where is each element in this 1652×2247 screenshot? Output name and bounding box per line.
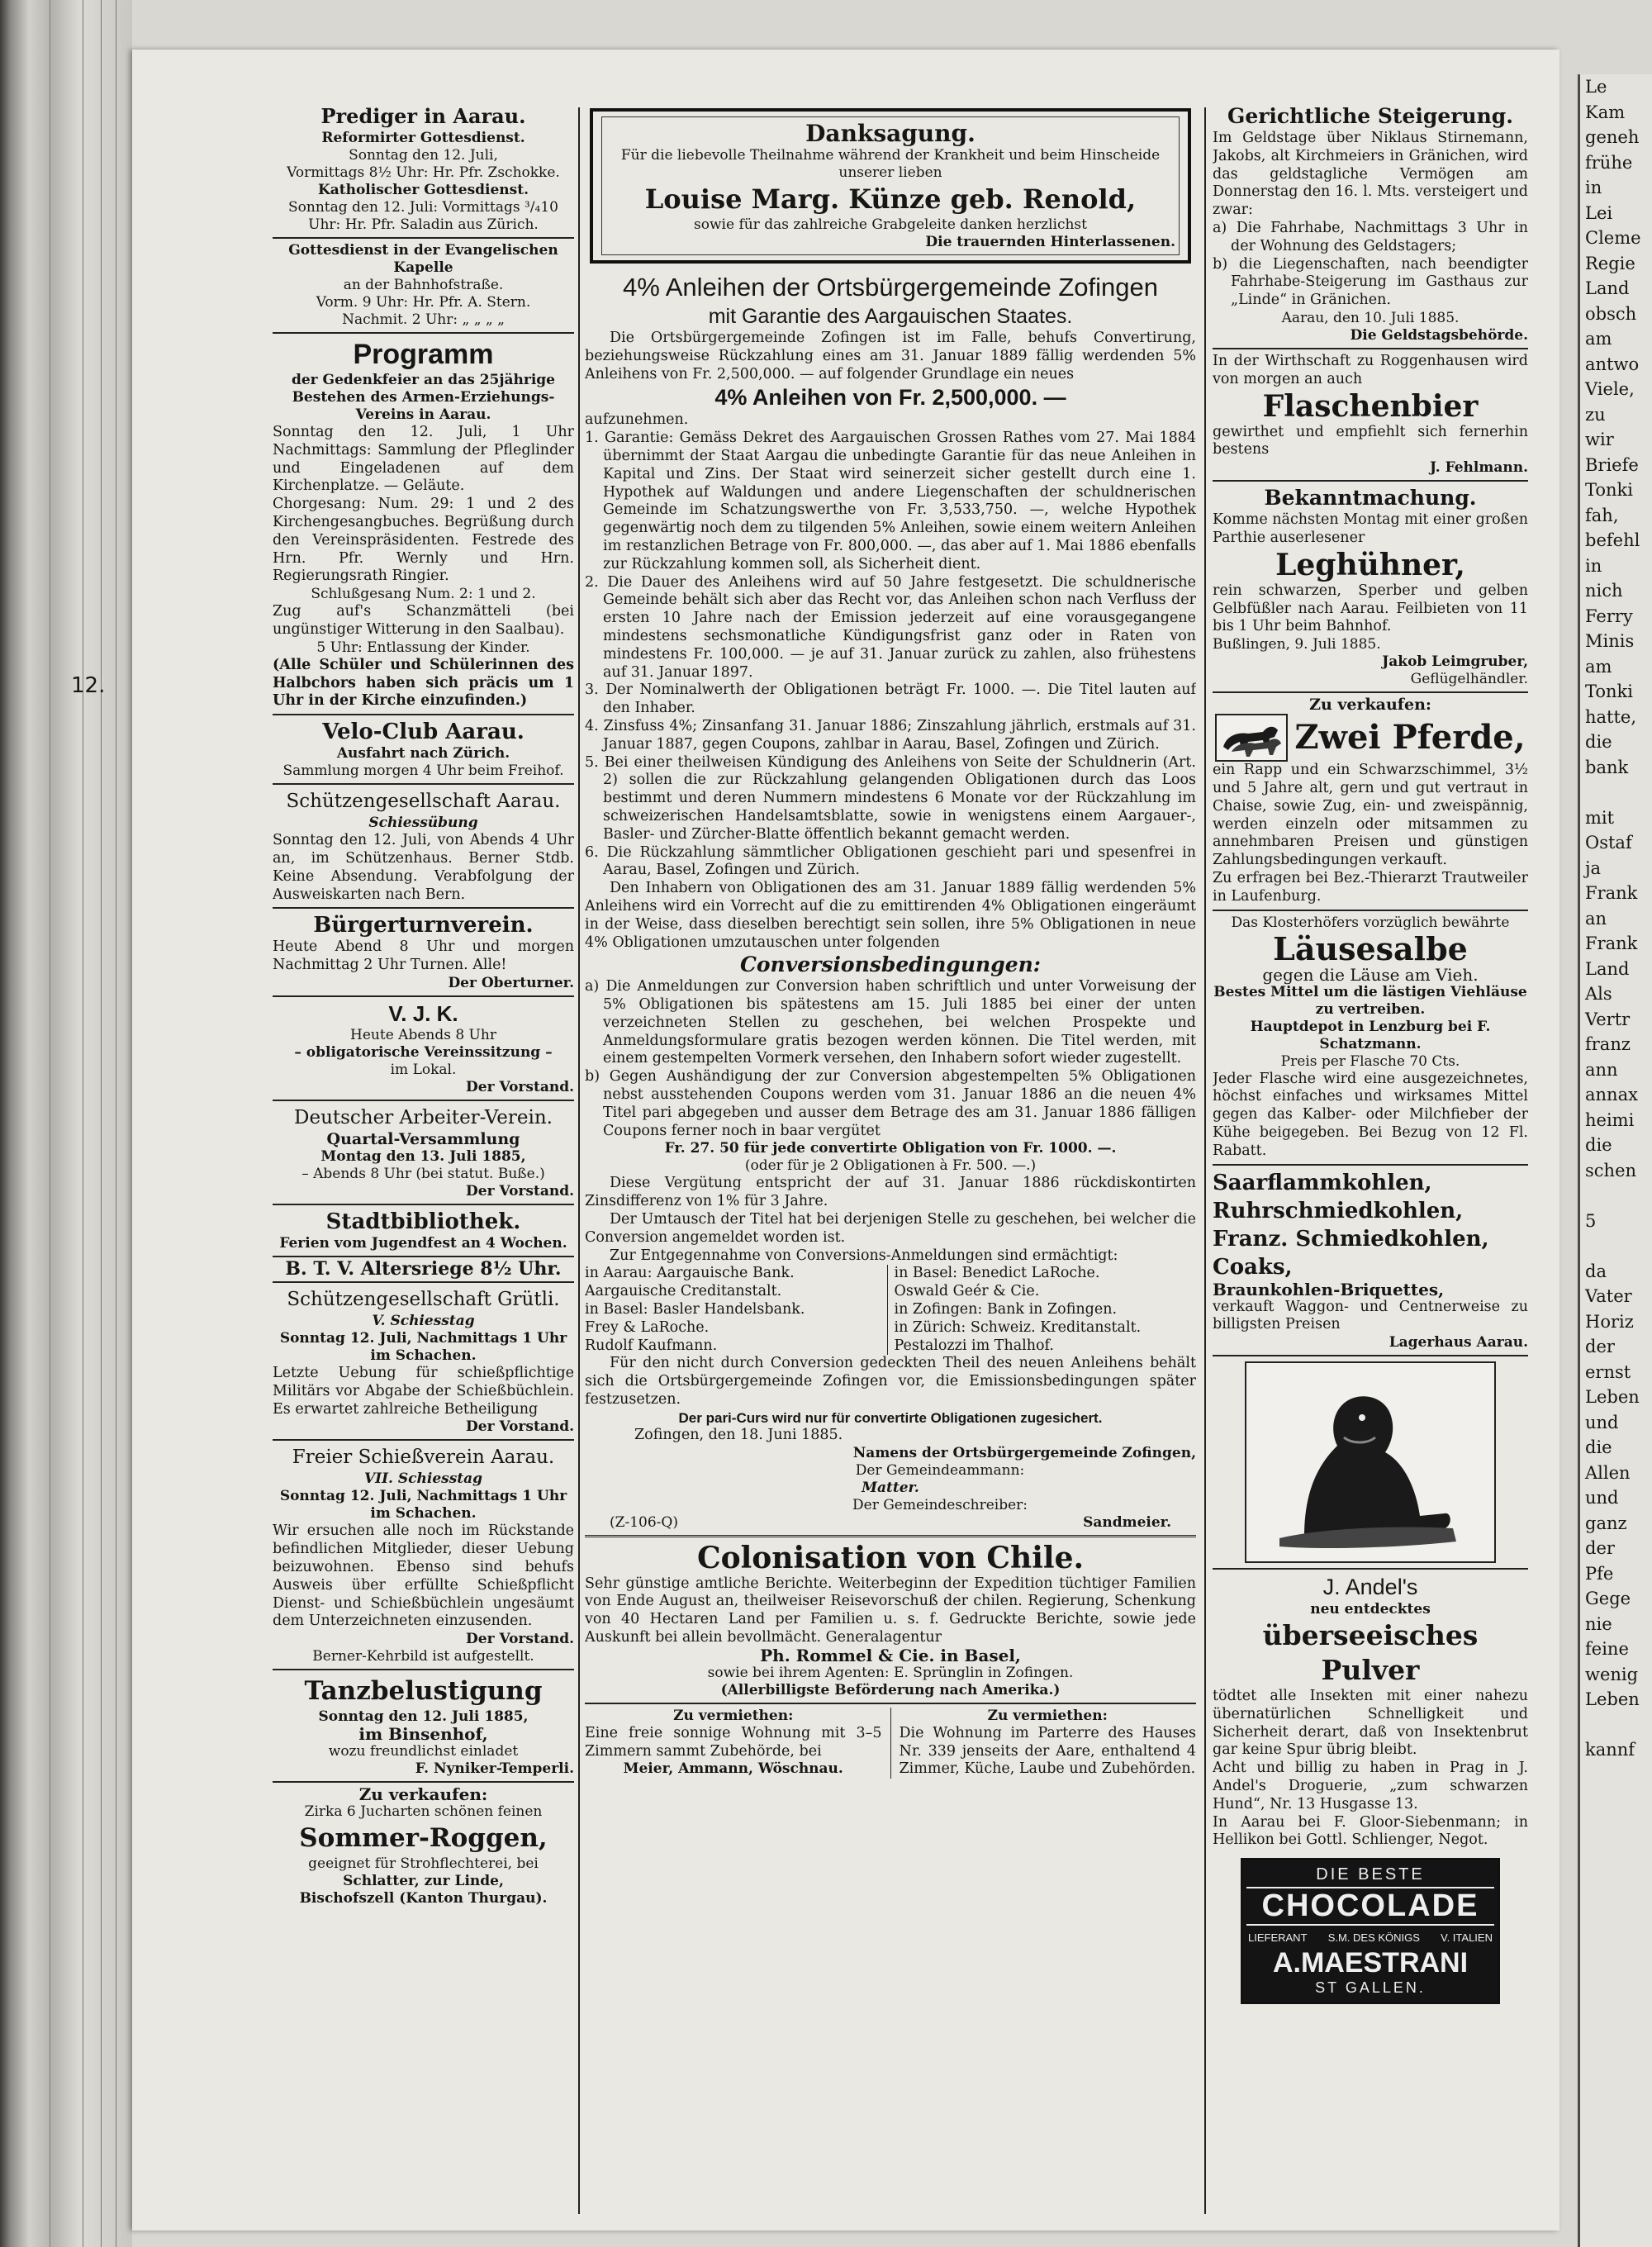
adjacent-word: die <box>1585 1437 1612 1457</box>
adjacent-word: Ferry <box>1585 606 1633 626</box>
andel-sub: neu entdecktes <box>1310 1601 1431 1618</box>
vjk-title: V. J. K. <box>388 1000 458 1026</box>
andel-big: überseeisches Pulver <box>1262 1619 1479 1687</box>
flaschenbier-text: gewirthet und empfiehlt sich fernerhin bestens <box>1213 423 1528 458</box>
programm-title: Programm <box>353 339 494 370</box>
adjacent-word: wenig <box>1585 1664 1639 1684</box>
adjacent-word: nie <box>1585 1613 1612 1634</box>
adjacent-word: geneh <box>1585 127 1640 147</box>
tanz-text: im Binsenhof, <box>358 1724 488 1745</box>
programm-text: Zug auf's Schanzmätteli (bei ungünstiger Witterung in den Saalbau). <box>273 603 574 638</box>
adjacent-word: der <box>1585 1538 1615 1558</box>
laeusesalbe-text: Das Klosterhöfers vorzüglich bewährte <box>1231 914 1510 931</box>
stelle-entry: in Aarau: Aargauische Bank. <box>585 1265 795 1282</box>
arbeiter-text: Montag den 13. Juli 1885, <box>320 1147 526 1165</box>
anleihen-item: 2. Die Dauer des Anleihens wird auf 50 Jahre festgesetzt. Die schuldnerische Gemeinde behält sich aber das Recht vor, das Anleihen schon nach Verfluss der ersten 10 Jahre nach der Emission jederzeit auf eine vorausgegangene mindestens sechsmonatliche Kündigungsfrist ganz oder in Raten von mindestens Fr. 100,000. — je auf 31. Januar zurück zu zahlen, also frühestens auf 31. Januar 1897. <box>585 573 1196 681</box>
conversion-text: Der pari-Curs wird nur für convertirte Obligationen zugesichert. <box>678 1409 1103 1426</box>
conversion-sign: Der Gemeindeammann: <box>855 1461 1025 1479</box>
velo-title: Velo-Club Aarau. <box>322 720 525 745</box>
arbeiter-sub: Quartal-Versammlung <box>326 1129 520 1148</box>
stelle-entry: Aargauische Creditanstalt. <box>585 1283 782 1300</box>
adjacent-word: am <box>1585 656 1612 677</box>
adjacent-word: Vertr <box>1585 1009 1631 1029</box>
anleihen-title: 4% Anleihen der Ortsbürgergemeinde Zofingen <box>623 273 1158 302</box>
ref-time: Vormittags 8½ Uhr: Hr. Pfr. Zschokke. <box>287 164 560 181</box>
stadt-text: Ferien vom Jugendfest an 4 Wochen. <box>279 1234 567 1252</box>
adjacent-word: Lei <box>1585 202 1613 223</box>
freier-text: im Schachen. <box>370 1505 477 1523</box>
dank-text: Für die liebevolle Theilnahme während der Krankheit und beim Hinscheide unserer lieben <box>620 147 1161 181</box>
stelle-entry: in Zofingen: Bank in Zofingen. <box>894 1301 1118 1318</box>
conversion-amount: Fr. 27. 50 für jede convertirte Obligation von Fr. 1000. —. <box>664 1140 1117 1157</box>
adjacent-word: kannf <box>1585 1740 1635 1760</box>
adjacent-word: in <box>1585 555 1602 576</box>
adjacent-word <box>1580 1233 1652 1259</box>
evang-line: Vorm. 9 Uhr: Hr. Pfr. A. Stern. <box>316 294 531 311</box>
adjacent-word: und <box>1585 1488 1619 1508</box>
adjacent-word: Frank <box>1585 883 1638 903</box>
conversion-sign: Namens der Ortsbürgergemeinde Zofingen, <box>852 1444 1196 1461</box>
adjacent-word: feine <box>1585 1639 1629 1659</box>
programm-text: Sonntag den 12. Juli, 1 Uhr Nachmittags: Sammlung der Pfleglinder und Eingeladenen auf dem Kirchenplatze. — Geläute. <box>273 424 574 495</box>
choc-main: CHOCOLADE <box>1246 1887 1494 1926</box>
adjacent-word: die <box>1585 1135 1612 1155</box>
bekannt-sign: Geflügelhändler. <box>1410 671 1528 688</box>
bekannt-title: Bekanntmachung. <box>1264 486 1477 511</box>
vermiethen-text: Die Wohnung im Parterre des Hauses Nr. 339 jenseits der Aare, enthaltend 4 Zimmer, Küche, Laube und Zubehörden. <box>899 1724 1196 1778</box>
adjacent-word: wir <box>1585 430 1614 449</box>
pferde-title: Zu verkaufen: <box>1309 696 1431 715</box>
adjacent-word: Tonki <box>1585 682 1633 701</box>
bekannt-date: Bußlingen, 9. Juli 1885. <box>1213 636 1381 653</box>
steigerung-item: b) die Liegenschaften, nach beendigter Fahrhabe-Steigerung im Gasthaus zur „Linde“ in Gränichen. <box>1213 255 1528 309</box>
kath-title: Katholischer Gottesdienst. <box>317 182 529 198</box>
verk-text: Zirka 6 Jucharten schönen feinen <box>304 1803 543 1821</box>
adjacent-word: der <box>1585 1337 1615 1356</box>
conversion-text: Der Umtausch der Titel hat bei derjenigen Stelle zu geschehen, bei welcher die Conversion angemeldet worden ist. <box>585 1211 1196 1246</box>
arbeiter-sign: Der Vorstand. <box>466 1182 574 1200</box>
bekannt-text: Komme nächsten Montag mit einer großen Parthie auserlesener <box>1213 511 1528 546</box>
ref-title: Reformirter Gottesdienst. <box>321 130 525 146</box>
choc-right: V. ITALIEN <box>1441 1931 1493 1945</box>
adjacent-word: am <box>1585 329 1612 349</box>
velo-text: Ausfahrt nach Zürich. <box>336 745 510 762</box>
adjacent-word: Vater <box>1585 1286 1632 1306</box>
evang-place: an der Bahnhofstraße. <box>343 277 504 293</box>
vjk-sign: Der Vorstand. <box>466 1078 574 1095</box>
adjacent-word: die <box>1585 732 1612 752</box>
conversion-amount: (oder für je 2 Obligationen à Fr. 500. —.) <box>744 1157 1037 1175</box>
bekannt-sign: Jakob Leimgruber, <box>1382 653 1528 671</box>
kohlen-sign: Lagerhaus Aarau. <box>1389 1334 1528 1352</box>
kath-text: Sonntag den 12. Juli: Vormittags ³/₄10 Uhr: Hr. Pfr. Saladin aus Zürich. <box>288 199 558 233</box>
buerger-title: Bürgerturnverein. <box>313 913 534 938</box>
dank-sign: Die trauernden Hinterlassenen. <box>925 234 1175 250</box>
pferde-big: Zwei Pferde, <box>1294 718 1526 758</box>
adjacent-word: Land <box>1585 278 1630 298</box>
vermiethen-sign: Meier, Ammann, Wöschnau. <box>623 1760 843 1778</box>
adjacent-word: nich <box>1585 581 1623 601</box>
freier-text: Wir ersuchen alle noch im Rückstande befindlichen Mitglieder, dieser Uebung beizuwohnen. Ebenso sind behufs Ausweis über erfüllte Schießpflicht Dienst- und Schießbüchlein ungesäumt dem Unterzeichneten einzusenden. <box>273 1523 574 1630</box>
programm-text: Chorgesang: Num. 29: 1 und 2 des Kirchengesangbuches. Begrüßung durch den Vereinspräsidenten. Festrede des Hrn. Pfr. Wernly und Hrn. Regierungsrath Ringier. <box>273 496 574 585</box>
danksagung-box <box>590 108 1191 264</box>
stelle-entry: Oswald Geér & Cie. <box>894 1283 1040 1300</box>
horses-illustration <box>1215 714 1288 762</box>
freier-sub: VII. Schiesstag <box>363 1470 483 1488</box>
adjacent-word: annax <box>1585 1085 1638 1104</box>
adjacent-word: Leben <box>1585 1689 1640 1709</box>
gruetli-sign: Der Vorstand. <box>466 1418 574 1436</box>
conversion-text: Diese Vergütung entspricht der auf 31. Januar 1886 rückdiskontirten Zinsdifferenz von 1% für 3 Jahre. <box>585 1175 1196 1210</box>
freier-note: Berner-Kehrbild ist aufgestellt. <box>312 1648 534 1665</box>
adjacent-word: antwo <box>1585 354 1640 374</box>
anleihen-item: 5. Bei einer theilweisen Kündigung des Anleihens von Seite der Schuldnerin (Art. 2) sollen die zur Rückzahlung gelangenden Obligationen durch das Loos bestimmt und deren Nummern mindestens 6 Monate vor der Rückzahlung im schweizerischen Handelsamtsblatte, sowie in wenigstens einem Aargauer-, Basler- und Zürcher-Blatte öffentlich bekannt gemacht werden. <box>585 753 1196 843</box>
andel-text: tödtet alle Insekten mit einer nahezu übernatürlichen Schnelligkeit und Sicherheit derart, daß von Insektenbrut gar keine Spur übrig bleibt. <box>1213 1688 1528 1759</box>
adjacent-word: in <box>1585 178 1602 197</box>
adjacent-word: heimi <box>1585 1109 1635 1130</box>
choc-left: LIEFERANT <box>1248 1931 1308 1945</box>
chile-firm: Ph. Rommel & Cie. in Basel, <box>760 1645 1021 1665</box>
adjacent-word: zu <box>1585 404 1606 425</box>
anleihen-item: 6. Die Rückzahlung sämmtlicher Obligationen geschieht pari und spesenfrei in Aarau, Basel, Zofingen und Zürich. <box>585 843 1196 879</box>
choc-top: DIE BESTE <box>1316 1865 1425 1884</box>
adjacent-word: Horiz <box>1585 1311 1634 1332</box>
adjacent-word: und <box>1585 1412 1619 1432</box>
kohlen-line: Braunkohlen-Briquettes, <box>1213 1279 1445 1299</box>
gruetli-text: im Schachen. <box>370 1347 477 1364</box>
kohlen-line: Coaks, <box>1213 1254 1293 1280</box>
adjacent-word: ganz <box>1585 1513 1627 1533</box>
adjacent-word: obsch <box>1585 303 1637 324</box>
tanz-title: Tanzbelustigung <box>304 1676 543 1707</box>
adjacent-word: Land <box>1585 958 1630 979</box>
conversion-text: Zur Entgegennahme von Conversions-Anmeldungen sind ermächtigt: <box>610 1247 1118 1264</box>
buerger-text: Heute Abend 8 Uhr und morgen Nachmittag 2 Uhr Turnen. Alle! <box>273 938 574 974</box>
chile-title: Colonisation von Chile. <box>696 1540 1085 1575</box>
gruetli-text: Sonntag 12. Juli, Nachmittags 1 Uhr <box>279 1329 567 1347</box>
adjacent-word: Briefe <box>1585 454 1639 475</box>
laeusesalbe-text: Bestes Mittel um die lästigen Viehläuse zu vertreiben. <box>1213 983 1527 1018</box>
column-rule <box>1204 107 1206 2214</box>
freier-text: Sonntag 12. Juli, Nachmittags 1 Uhr <box>279 1488 567 1505</box>
verk-title: Zu verkaufen: <box>358 1784 488 1805</box>
flaschenbier-big: Flaschenbier <box>1262 388 1479 424</box>
schuetzen-sub: Schiessübung <box>368 815 478 832</box>
stelle-entry: Frey & LaRoche. <box>585 1318 710 1336</box>
adjacent-word: ja <box>1585 857 1602 878</box>
choc-mid: S.M. DES KÖNIGS <box>1327 1931 1420 1945</box>
stelle-entry: Pestalozzi im Thalhof. <box>894 1337 1054 1354</box>
adjacent-word: Cleme <box>1585 228 1641 248</box>
anleihen-item: 4. Zinsfuss 4%; Zinsanfang 31. Januar 1886; Zinszahlung jährlich, erstmals auf 31. Januar 1887, gegen Coupons, zahlbar in Aarau, Basel, Zofingen und Zürich. <box>585 717 1196 753</box>
gruetli-text: Letzte Uebung für schießpflichtige Militärs vor Abgabe der Schießbüchlein. Es erwartet zahlreiche Betheiligung <box>273 1364 574 1418</box>
tanz-text: Sonntag den 12. Juli 1885, <box>318 1708 529 1726</box>
kohlen-line: Saarflammkohlen, <box>1213 1170 1432 1195</box>
dank-text: sowie für das zahlreiche Grabgeleite danken herzlichst <box>694 216 1087 233</box>
chile-text: Sehr günstige amtliche Berichte. Weiterbeginn der Expedition tüchtiger Familien von Ende August an, theilweiser Reisevorschuß der chilen. Regierung, Schenkung von 40 Hectaren Land per Familien u. s. f. Gedruckte Berichte, sowie jede Auskunft bei allein bevollmächt. Generalagentur <box>585 1575 1196 1646</box>
btv-text: B. T. V. Altersriege 8½ Uhr. <box>285 1257 562 1280</box>
stelle-entry: in Zürich: Schweiz. Kreditanstalt. <box>894 1318 1142 1336</box>
adjacent-word: bank <box>1585 757 1629 777</box>
margin-note: 12. <box>71 673 106 698</box>
adjacent-word: ann <box>1585 1059 1618 1080</box>
adjacent-word: fah, <box>1585 505 1619 525</box>
vjk-text: Heute Abends 8 Uhr <box>350 1026 496 1043</box>
adjacent-word: schen <box>1585 1160 1637 1181</box>
andel-text: In Aarau bei F. Gloor-Siebenmann; in Hellikon bei Gottl. Schlienger, Negot. <box>1213 1813 1528 1849</box>
vermiethen-text: Eine freie sonnige Wohnung mit 3–5 Zimmern sammt Zubehörde, bei <box>585 1724 882 1760</box>
adjacent-word: Viele, <box>1585 379 1635 399</box>
adjacent-word <box>1580 1713 1652 1738</box>
tanz-sign: F. Nyniker-Temperli. <box>415 1760 574 1778</box>
stellen-table <box>585 1265 1196 1355</box>
anleihen-text: Den Inhabern von Obligationen des am 31. Januar 1889 fällig werdenden 5% Anleihens wird ein Vorrecht auf die zu emittirenden 4% Obligationen eingeräumt in der Weise, dass dieselben berechtigt sein sollen, ihre 5% Obligationen in neue 4% Obligationen umzutauschen unter folgenden <box>585 880 1196 951</box>
adjacent-word: Leben <box>1585 1387 1640 1407</box>
conversion-item: a) Die Anmeldungen zur Conversion haben schriftlich und unter Vorweisung der 5% Obligationen bis spätestens am 15. Juli 1885 bei einer der unten verzeichneten Stellen zu geschehen, bei welchen Prospekte und Anmeldungsformulare gratis bezogen werden können. Die Titel werden, mit einem gestempelten Vormerk versehen, den Inhabern sofort wieder zugestellt. <box>585 978 1196 1067</box>
conversion-item: b) Gegen Aushändigung der zur Conversion abgestempelten 5% Obligationen nebst ausstehenden Coupons werden vom 31. Januar 1886 an die neuen 4% Titel pari abgegeben und ausser dem Betrage des am 31. Januar 1886 fälligen Coupons ferner noch in baar vergütet <box>585 1068 1196 1139</box>
adjacent-word: Ostaf <box>1585 833 1632 853</box>
anleihen-amount: 4% Anleihen von Fr. 2,500,000. — <box>714 385 1066 411</box>
bekannt-text: rein schwarzen, Sperber und gelben Gelbfüßler nach Aarau. Feilbieten von 11 bis 1 Uhr beim Bahnhof. <box>1213 582 1528 635</box>
adjacent-word: Tonki <box>1585 480 1633 500</box>
freier-title: Freier Schießverein Aarau. <box>292 1447 555 1469</box>
adjacent-word: Regie <box>1585 253 1635 273</box>
stelle-entry: in Basel: Basler Handelsbank. <box>585 1301 805 1318</box>
conversion-sign: Sandmeier. <box>1083 1513 1171 1531</box>
chocolade-ad <box>1241 1858 1500 2004</box>
dank-name: Louise Marg. Künze geb. Renold, <box>644 183 1137 215</box>
adjacent-word <box>1580 780 1652 805</box>
adjacent-word: Pfe <box>1585 1563 1614 1584</box>
adjacent-word: da <box>1585 1261 1607 1281</box>
anleihen-sub: mit Garantie des Aargauischen Staates. <box>708 305 1073 328</box>
steigerung-sign: Die Geldstagsbehörde. <box>1350 326 1528 344</box>
adjacent-word: Als <box>1585 984 1612 1004</box>
adjacent-word: an <box>1585 908 1607 929</box>
column-rule <box>578 107 580 2214</box>
column-left <box>273 103 574 2218</box>
adjacent-word: franz <box>1585 1034 1631 1054</box>
ref-date: Sonntag den 12. Juli, <box>349 147 498 164</box>
adjacent-word: mit <box>1585 807 1615 828</box>
stadt-title: Stadtbibliothek. <box>325 1209 521 1234</box>
programm-note: (Alle Schüler und Schülerinnen des Halbchors haben sich präcis um 1 Uhr in der Kirche einzufinden.) <box>273 656 574 710</box>
programm-text: 5 Uhr: Entlassung der Kinder. <box>316 639 530 656</box>
adjacent-word: Kam <box>1585 102 1626 122</box>
column-right <box>1213 103 1528 2218</box>
gruetli-sub: V. Schiesstag <box>372 1312 475 1329</box>
verk-big: Sommer-Roggen, <box>299 1823 548 1854</box>
laeusesalbe-text: Preis per Flasche 70 Cts. <box>1280 1052 1460 1070</box>
kohlen-text: verkauft Waggon- und Centnerweise zu billigsten Preisen <box>1213 1298 1528 1333</box>
andel-name: J. Andel's <box>1322 1575 1418 1600</box>
andel-text: Acht und billig zu haben in Prag in J. Andel's Droguerie, „zum schwarzen Hund“, Nr. 13 Husgasse 13. <box>1213 1760 1528 1812</box>
chile-text: sowie bei ihrem Agenten: E. Sprünglin in Zofingen. <box>707 1664 1074 1681</box>
flaschenbier-sign: J. Fehlmann. <box>1430 459 1528 477</box>
stelle-entry: Rudolf Kaufmann. <box>585 1337 718 1354</box>
dog-illustration <box>1245 1361 1496 1563</box>
bekannt-big: Leghühner, <box>1275 547 1465 582</box>
verk-text: Schlatter, zur Linde, <box>343 1873 504 1890</box>
conversion-sign: Der Gemeindeschreiber: <box>852 1496 1028 1513</box>
adjacent-word <box>1580 1183 1652 1209</box>
verk-text: geeignet für Strohflechterei, bei <box>308 1855 539 1873</box>
adjacent-word: Le <box>1585 77 1607 97</box>
laeusesalbe-big: Läusesalbe <box>1273 929 1468 967</box>
anleihen-text: aufzunehmen. <box>585 411 689 429</box>
velo-text: Sammlung morgen 4 Uhr beim Freihof. <box>282 762 564 780</box>
conversion-code: (Z-106-Q) <box>610 1513 678 1531</box>
pferde-text: Zu erfragen bei Bez.-Thierarzt Trautweiler in Laufenburg. <box>1213 869 1528 905</box>
adjacent-page-edge <box>1578 74 1652 2247</box>
anleihen-item: 3. Der Nominalwerth der Obligationen beträgt Fr. 1000. —. Die Titel lauten auf den Inhaber. <box>585 682 1196 717</box>
adjacent-word: frühe <box>1585 152 1633 173</box>
kohlen-line: Ruhrschmiedkohlen, <box>1213 1198 1464 1223</box>
prediger-title: Prediger in Aarau. <box>320 104 526 128</box>
conversion-sign: Matter. <box>862 1479 919 1496</box>
stelle-entry: in Basel: Benedict LaRoche. <box>894 1265 1100 1282</box>
steigerung-item: a) Die Fahrhabe, Nachmittags 3 Uhr in der Wohnung des Geldstagers; <box>1213 219 1528 254</box>
programm-sub: der Gedenkfeier an das 25jährige Bestehen des Armen-Erziehungs-Vereins in Aarau. <box>291 372 555 423</box>
anleihen-item: 1. Garantie: Gemäss Dekret des Aargauischen Grossen Rathes vom 27. Mai 1884 übernimmt der Staat Aargau die unbedingte Garantie für das neue Anleihen in Kapital und Zins. Der Staat wird seinerzeit sicher gestellt durch eine 1. Hypothek auf Waldungen und andere Liegenschaften der schuldnerischen Gemeinde im Schatzungswerthe von Fr. 3,533,750. —, welche Hypothek gegenwärtig noch dem zu tilgenden 5% Anleihen, sowie einem weitern Anleihen im restanzlichen Betrage von Fr. 800,000. —, das aber auf 1. Mai 1886 ebenfalls zur Rückzahlung kommen soll, als Sicherheit dient. <box>585 430 1196 572</box>
choc-city: ST GALLEN. <box>1315 1979 1426 1997</box>
verk-text: Bischofszell (Kanton Thurgau). <box>299 1890 548 1907</box>
programm-text: Schlußgesang Num. 2: 1 und 2. <box>311 586 536 603</box>
conversion-date: Zofingen, den 18. Juni 1885. <box>634 1426 843 1443</box>
vjk-text: – obligatorische Vereinssitzung – <box>294 1043 553 1061</box>
anleihen-intro: Die Ortsbürgergemeinde Zofingen ist im Falle, behufs Convertirung, beziehungsweise Rückzahlung eines am 31. Januar 1889 fällig werdenden 5% Anleihens von Fr. 2,500,000. — auf folgender Grundlage ein neues <box>585 330 1196 382</box>
adjacent-word: ernst <box>1585 1361 1631 1382</box>
evang-title: Gottesdienst in der Evangelischen Kapelle <box>288 242 558 276</box>
conversion-text: Für den nicht durch Conversion gedeckten Theil des neuen Anleihens behält sich die Ortsbürgergemeinde Zofingen vor, die Emissionsbedingungen später festzusetzen. <box>585 1355 1196 1409</box>
book-binding <box>0 0 132 2247</box>
adjacent-word: hatte, <box>1585 706 1637 727</box>
adjacent-word: 5 <box>1585 1210 1597 1231</box>
kohlen-line: Franz. Schmiedkohlen, <box>1213 1226 1489 1252</box>
steigerung-title: Gerichtliche Steigerung. <box>1227 104 1513 128</box>
chile-text: (Allerbilligste Beförderung nach Amerika.) <box>720 1681 1061 1698</box>
adjacent-word: befehl <box>1585 530 1640 550</box>
steigerung-text: Im Geldstage über Niklaus Stirnemann, Jakobs, alt Kirchmeiers in Gränichen, wird das geldstagliche Vermögen am Donnerstag den 16. l. Mts. versteigert und zwar: <box>1213 130 1528 219</box>
evang-line: Nachmit. 2 Uhr: „ „ „ „ <box>342 311 505 328</box>
arbeiter-text: – Abends 8 Uhr (bei statut. Buße.) <box>301 1165 545 1182</box>
column-middle <box>585 103 1196 2218</box>
flaschenbier-text: In der Wirthschaft zu Roggenhausen wird von morgen an auch <box>1213 352 1528 387</box>
buerger-sign: Der Oberturner. <box>448 974 574 991</box>
adjacent-word: Frank <box>1585 933 1638 953</box>
vermiethen-title: Zu vermiethen: <box>987 1707 1108 1724</box>
vjk-text: im Lokal. <box>390 1061 457 1078</box>
dank-title: Danksagung. <box>805 120 976 147</box>
vermiethen-title: Zu vermiethen: <box>673 1707 794 1724</box>
choc-name: A.MAESTRANI <box>1272 1947 1469 1979</box>
arbeiter-title: Deutscher Arbeiter-Verein. <box>294 1106 553 1128</box>
adjacent-word: Gege <box>1585 1589 1631 1608</box>
steigerung-date: Aarau, den 10. Juli 1885. <box>1281 309 1460 326</box>
laeusesalbe-text: Hauptdepot in Lenzburg bei F. Schatzmann. <box>1250 1018 1491 1052</box>
schuetzen-title: Schützengesellschaft Aarau. <box>286 791 561 813</box>
laeusesalbe-text: Jeder Flasche wird eine ausgezeichnetes, höchst einfaches und wirksames Mittel gegen das Kalber- oder Milchfieber der Kühe beigegeben. Bei Bezug von 12 Fl. Rabatt. <box>1213 1070 1528 1159</box>
adjacent-word: Minis <box>1585 631 1635 651</box>
tanz-text: wozu freundlichst einladet <box>328 1743 519 1760</box>
freier-sign: Der Vorstand. <box>466 1631 574 1648</box>
pferde-text: ein Rapp und ein Schwarzschimmel, 3½ und 5 Jahre alt, gern und gut vertraut in Chaise, sowie Zug, ein- und zweispännig, werden einzeln oder mitsammen zu annehmbaren Preisen und günstigen Zahlungsbedingungen verkauft. <box>1213 762 1528 869</box>
schuetzen-text: Sonntag den 12. Juli, von Abends 4 Uhr an, im Schützenhaus. Berner Stdb. Keine Absendung. Verabfolgung der Ausweiskarten nach Bern. <box>273 832 574 903</box>
laeusesalbe-text: gegen die Läuse am Vieh. <box>1262 964 1479 985</box>
gruetli-title: Schützengesellschaft Grütli. <box>287 1288 560 1310</box>
adjacent-word: Allen <box>1585 1462 1631 1483</box>
conversion-title: Conversionsbedingungen: <box>739 952 1041 977</box>
